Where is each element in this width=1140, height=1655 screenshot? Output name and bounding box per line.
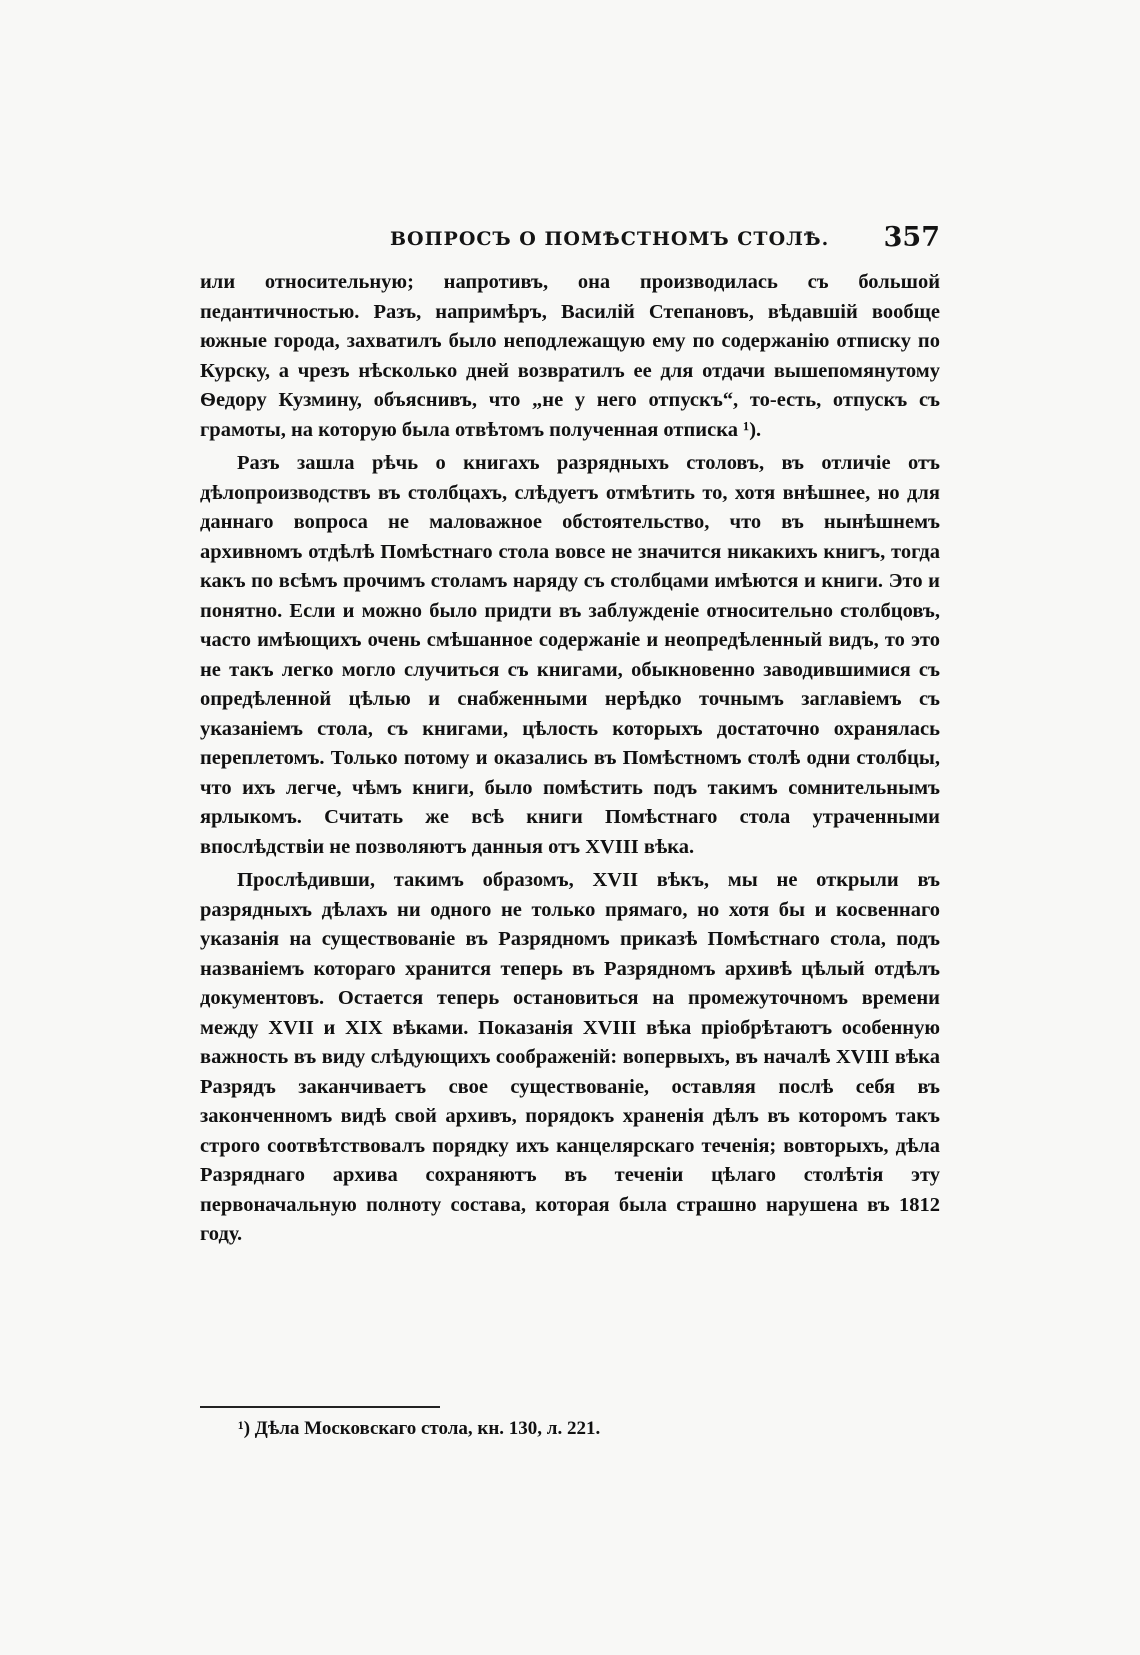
running-title: ВОПРОСЪ О ПОМѢСТНОМЪ СТОЛѢ. <box>390 228 830 250</box>
page-header <box>200 222 940 262</box>
paragraph-2: Разъ зашла рѣчь о книгахъ разрядныхъ столовъ, въ отличіе отъ дѣлопроизводствъ въ столбцахъ, слѣдуетъ отмѣтить то, хотя внѣшнее, но для даннаго вопроса не маловажное обстоятельство, что въ нынѣшнемъ архивномъ отдѣлѣ Помѣстнаго стола вовсе не значится никакихъ книгъ, тогда какъ по всѣмъ прочимъ столамъ наряду съ столбцами имѣются и книги. Это и понятно. Если и можно было придти въ заблужденіе относительно столбцовъ, часто имѣющихъ очень смѣшанное содержаніе и неопредѣленный видъ, то это не такъ легко могло случиться съ книгами, обыкновенно заводившимися съ опредѣленной цѣлью и снабженными нерѣдко точнымъ заглавіемъ съ указаніемъ стола, съ книгами, цѣлость которыхъ достаточно охранялась переплетомъ. Только потому и оказались въ Помѣстномъ столѣ одни столбцы, что ихъ легче, чѣмъ книги, было помѣстить подъ такимъ сомнительнымъ ярлыкомъ. Считать же всѣ книги Помѣстнаго стола утраченными впослѣдствіи не позволяютъ данныя отъ XVIII вѣка. <box>200 452 940 858</box>
paragraph-1: или относительную; напротивъ, она производилась съ большой педантичностью. Разъ, напримѣръ, Василій Степановъ, вѣдавшій вообще южные города, захватилъ было неподлежащую ему по содержанію отписку по Курску, а чрезъ нѣсколько дней возвратилъ ее для отдачи вышепомянутому Ѳедору Кузмину, объяснивъ, что „не у него отпускъ“, то-есть, отпускъ съ грамоты, на которую была отвѣтомъ полученная отписка ¹). <box>200 271 940 441</box>
body-text <box>200 268 940 1250</box>
paragraph-3: Прослѣдивши, такимъ образомъ, XVII вѣкъ, мы не открыли въ разрядныхъ дѣлахъ ни одного не только прямаго, но хотя бы и косвеннаго указанія на существованіе въ Разрядномъ приказѣ Помѣстнаго стола, подъ названіемъ котораго хранится теперь въ Разрядномъ архивѣ цѣлый отдѣлъ документовъ. Остается теперь остановиться на промежуточномъ времени между XVII и XIX вѣками. Показанія XVIII вѣка пріобрѣтаютъ особенную важность въ виду слѣдующихъ соображеній: вопервыхъ, въ началѣ XVIII вѣка Разрядъ заканчиваетъ свое существованіе, оставляя послѣ себя въ законченномъ видѣ свой архивъ, порядокъ храненія дѣлъ въ которомъ такъ строго соотвѣтствовалъ порядку ихъ канцелярскаго теченія; вовторыхъ, дѣла Разряднаго архива сохраняютъ въ теченіи цѣлаго столѣтія эту первоначальную полноту состава, которая была страшно нарушена въ 1812 году. <box>200 869 940 1245</box>
footnote: ¹) Дѣла Московскаго стола, кн. 130, л. 221. <box>238 1418 601 1439</box>
footnote-divider <box>200 1406 440 1408</box>
page-number: 357 <box>883 222 940 253</box>
